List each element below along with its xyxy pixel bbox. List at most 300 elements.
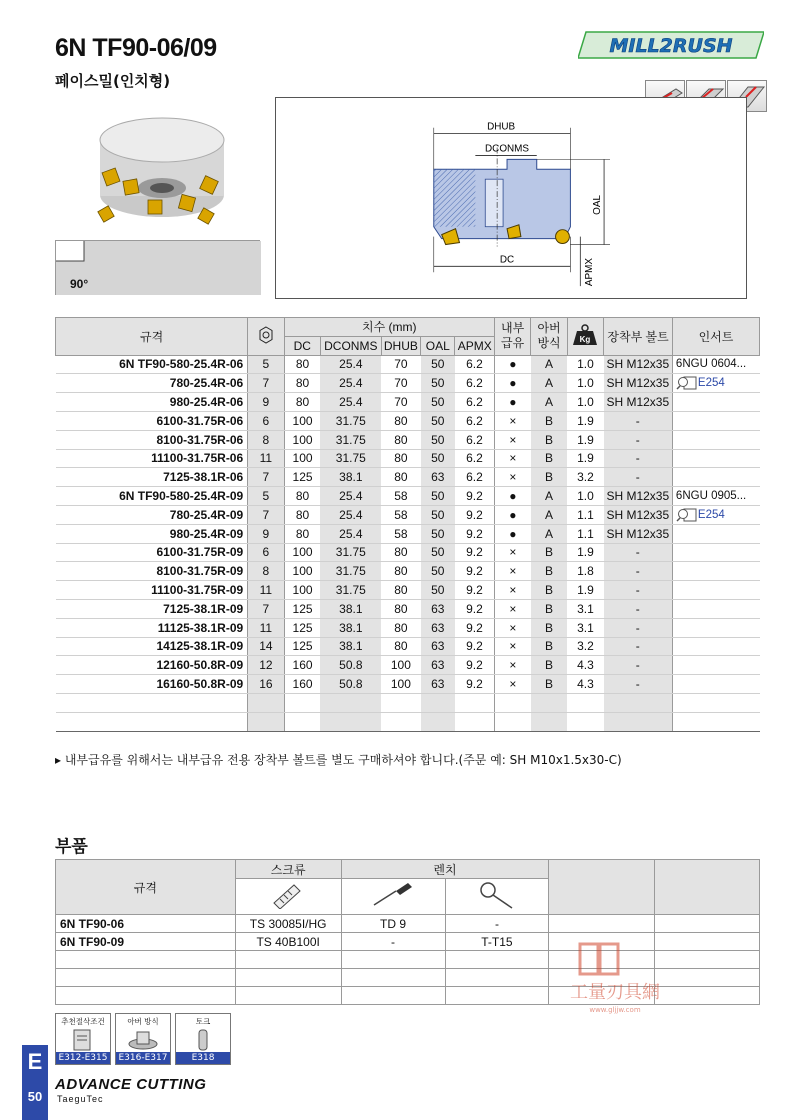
table-row — [56, 374, 760, 393]
designation-code: 12160-50.8R-09 — [156, 658, 244, 673]
spec-table-body — [56, 355, 760, 731]
apmx-cell: 6.2 — [455, 430, 494, 449]
designation-cell — [56, 430, 248, 449]
designation-cell — [56, 468, 248, 487]
insert-cell: 6NGU 0604... — [672, 355, 759, 374]
col-dc: DC — [284, 336, 320, 355]
footer-subbrand: TaeguTec — [57, 1094, 104, 1104]
z-cell: 5 — [248, 487, 284, 506]
designation-cell — [56, 505, 248, 524]
designation-code: 11100-31.75R-06 — [151, 451, 244, 466]
designation-code: 980-25.4R-06 — [169, 395, 244, 410]
insert-reference-icon — [676, 508, 698, 522]
dconms-cell: 25.4 — [320, 487, 381, 506]
designation-cell — [56, 562, 248, 581]
col-insert: 인서트 — [672, 318, 759, 356]
kg-cell: 1.9 — [567, 411, 603, 430]
cool-cell: × — [494, 430, 530, 449]
insert-cell — [672, 430, 759, 449]
oal-cell: 63 — [421, 656, 455, 675]
arbor-cell: B — [531, 581, 567, 600]
insert-reference-link[interactable]: E254 — [697, 377, 725, 390]
designation-code: 11100-31.75R-09 — [151, 583, 244, 598]
svg-text:Kg: Kg — [580, 334, 591, 344]
kg-cell: 1.0 — [567, 393, 603, 412]
table-row — [56, 637, 760, 656]
dc-cell: 160 — [284, 656, 320, 675]
arbor-cell: B — [531, 618, 567, 637]
kg-cell: 1.1 — [567, 524, 603, 543]
svg-text:MILL2RUSH: MILL2RUSH — [609, 35, 733, 57]
insert-cell — [672, 411, 759, 430]
table-row — [56, 487, 760, 506]
empty-cell — [56, 969, 236, 987]
oal-cell: 50 — [421, 374, 455, 393]
table-row — [56, 581, 760, 600]
empty-cell — [655, 915, 760, 933]
dc-cell: 80 — [284, 374, 320, 393]
kg-cell: 1.0 — [567, 487, 603, 506]
cool-cell: × — [494, 411, 530, 430]
dc-cell: 100 — [284, 581, 320, 600]
designation-code: 8100-31.75R-06 — [156, 432, 244, 447]
dconms-cell: 38.1 — [320, 637, 381, 656]
dconms-cell: 25.4 — [320, 505, 381, 524]
designation-prefix: 6N TF90- — [119, 489, 170, 504]
oal-cell: 50 — [421, 487, 455, 506]
designation-code: 6100-31.75R-06 — [156, 413, 244, 428]
product-photo — [80, 100, 240, 235]
t-wrench-illustration — [445, 879, 549, 915]
table-row — [56, 355, 760, 374]
empty-cell — [604, 712, 673, 731]
cool-cell: ● — [494, 374, 530, 393]
kg-cell: 4.3 — [567, 656, 603, 675]
section-letter: E — [27, 1049, 43, 1074]
apmx-cell: 9.2 — [455, 524, 494, 543]
cool-cell: × — [494, 581, 530, 600]
dhub-cell: 70 — [381, 355, 420, 374]
insert-cell — [672, 599, 759, 618]
apmx-cell: 6.2 — [455, 355, 494, 374]
dimension-diagram — [275, 97, 747, 299]
empty-cell — [455, 693, 494, 712]
arbor-cell: A — [531, 524, 567, 543]
arbor-cell: A — [531, 487, 567, 506]
empty-cell — [494, 693, 530, 712]
table-row — [56, 618, 760, 637]
col-apmx: APMX — [455, 336, 494, 355]
cool-cell: ● — [494, 393, 530, 412]
designation-code: 780-25.4R-06 — [169, 376, 244, 391]
arbor-cell: B — [531, 543, 567, 562]
kg-cell: 1.8 — [567, 562, 603, 581]
kg-cell: 1.0 — [567, 374, 603, 393]
designation-cell — [56, 374, 248, 393]
table-row — [56, 543, 760, 562]
reference-boxes — [55, 1013, 231, 1065]
table-row — [56, 449, 760, 468]
insert-cell — [672, 618, 759, 637]
z-cell: 14 — [248, 637, 284, 656]
svg-text:OAL: OAL — [592, 195, 604, 215]
oal-cell: 50 — [421, 524, 455, 543]
kg-cell: 1.9 — [567, 581, 603, 600]
insert-reference-link[interactable]: E254 — [697, 508, 725, 521]
col-teeth — [248, 318, 284, 356]
dhub-cell: 80 — [381, 468, 420, 487]
kg-cell: 3.1 — [567, 618, 603, 637]
arbor-cell: A — [531, 505, 567, 524]
dc-cell: 80 — [284, 355, 320, 374]
arbor-cell: B — [531, 637, 567, 656]
z-cell: 8 — [248, 430, 284, 449]
mill2rush-logo — [578, 30, 764, 60]
z-cell: 9 — [248, 524, 284, 543]
dc-cell: 80 — [284, 505, 320, 524]
designation-cell — [56, 637, 248, 656]
dc-cell: 100 — [284, 430, 320, 449]
col-arbor: 아버 방식 — [531, 318, 567, 356]
teeth-count-icon — [257, 326, 275, 344]
arbor-cell: A — [531, 374, 567, 393]
empty-cell — [341, 987, 445, 1005]
designation-code: 14125-38.1R-09 — [156, 639, 244, 654]
kg-cell: 1.9 — [567, 449, 603, 468]
empty-cell — [672, 693, 759, 712]
ref-box-arbor[interactable]: 아버 방식 E316-E317 — [115, 1013, 171, 1065]
z-cell: 11 — [248, 618, 284, 637]
designation-cell — [56, 355, 248, 374]
empty-cell — [56, 693, 248, 712]
designation-code: 780-25.4R-09 — [169, 507, 244, 522]
bolt-cell: - — [604, 675, 673, 694]
empty-cell — [320, 693, 381, 712]
arbor-cell: B — [531, 599, 567, 618]
arbor-cell: B — [531, 411, 567, 430]
cool-cell: ● — [494, 505, 530, 524]
empty-cell — [320, 712, 381, 731]
dconms-cell: 31.75 — [320, 411, 381, 430]
designation-cell — [56, 543, 248, 562]
oal-cell: 50 — [421, 430, 455, 449]
weight-icon — [572, 324, 598, 346]
cool-cell: × — [494, 618, 530, 637]
screwdriver-icon — [368, 881, 418, 909]
insert-cell — [672, 637, 759, 656]
cool-cell: × — [494, 675, 530, 694]
designation-code: 11125-38.1R-09 — [157, 620, 244, 635]
apmx-cell: 9.2 — [455, 562, 494, 581]
empty-cell — [445, 951, 549, 969]
spec-table — [55, 317, 760, 732]
designation-code: 580-25.4R-09 — [169, 489, 244, 504]
empty-cell — [284, 712, 320, 731]
designation-code: 16160-50.8R-09 — [156, 677, 244, 692]
designation-code: 6100-31.75R-09 — [156, 545, 244, 560]
dhub-cell: 80 — [381, 599, 420, 618]
dconms-cell: 38.1 — [320, 468, 381, 487]
dhub-cell: 100 — [381, 656, 420, 675]
cool-cell: × — [494, 449, 530, 468]
dconms-cell: 31.75 — [320, 581, 381, 600]
col-coolant: 내부 급유 — [494, 318, 530, 356]
apmx-cell: 9.2 — [455, 487, 494, 506]
bolt-cell: SH M12x35 — [604, 374, 673, 393]
dc-cell: 100 — [284, 543, 320, 562]
insert-cell: 6NGU 0905... — [672, 487, 759, 506]
empty-cell — [549, 915, 655, 933]
document-icon — [68, 1028, 98, 1052]
kg-cell: 3.1 — [567, 599, 603, 618]
apmx-cell: 9.2 — [455, 543, 494, 562]
dc-cell: 80 — [284, 487, 320, 506]
table-row — [56, 393, 760, 412]
designation-cell — [56, 599, 248, 618]
bolt-cell: SH M12x35 — [604, 524, 673, 543]
svg-text:DHUB: DHUB — [487, 121, 516, 133]
dhub-cell: 80 — [381, 449, 420, 468]
empty-row — [56, 693, 760, 712]
apmx-cell: 6.2 — [455, 411, 494, 430]
arbor-cell: A — [531, 393, 567, 412]
kg-cell: 1.9 — [567, 543, 603, 562]
kg-cell: 3.2 — [567, 637, 603, 656]
dhub-cell: 58 — [381, 487, 420, 506]
bolt-cell: - — [604, 637, 673, 656]
empty-cell — [381, 693, 420, 712]
cool-cell: ● — [494, 355, 530, 374]
insert-cell — [672, 374, 759, 393]
bolt-cell: - — [604, 618, 673, 637]
col-dhub: DHUB — [381, 336, 420, 355]
arbor-cell: B — [531, 430, 567, 449]
dconms-cell: 25.4 — [320, 393, 381, 412]
arbor-cell: B — [531, 468, 567, 487]
designation-cell — [56, 675, 248, 694]
designation-code: 7125-38.1R-06 — [163, 470, 244, 485]
arbor-cell: B — [531, 656, 567, 675]
apmx-cell: 9.2 — [455, 656, 494, 675]
designation-cell — [56, 411, 248, 430]
screw-illustration — [235, 879, 341, 915]
kg-cell: 3.2 — [567, 468, 603, 487]
col-designation: 규격 — [56, 318, 248, 356]
dconms-cell: 25.4 — [320, 524, 381, 543]
table-row — [56, 599, 760, 618]
torque-icon — [191, 1028, 215, 1052]
table-row — [56, 915, 760, 933]
z-cell: 11 — [248, 449, 284, 468]
dhub-cell: 80 — [381, 618, 420, 637]
empty-cell — [56, 712, 248, 731]
empty-cell — [235, 987, 341, 1005]
wrench1-cell: TD 9 — [341, 915, 445, 933]
ref-box-cutting-conditions[interactable]: 추천절삭조건 E312-E315 — [55, 1013, 111, 1065]
apmx-cell: 9.2 — [455, 599, 494, 618]
page-subtitle: 페이스밀(인치형) — [55, 72, 171, 90]
oal-cell: 50 — [421, 505, 455, 524]
empty-cell — [248, 693, 284, 712]
oal-cell: 50 — [421, 393, 455, 412]
designation-code: 980-25.4R-09 — [169, 526, 244, 541]
empty-cell — [494, 712, 530, 731]
oal-cell: 63 — [421, 637, 455, 656]
z-cell: 5 — [248, 355, 284, 374]
svg-text:工量刃具網: 工量刃具網 — [570, 982, 660, 1003]
empty-cell — [56, 987, 236, 1005]
bolt-cell: - — [604, 581, 673, 600]
oal-cell: 50 — [421, 355, 455, 374]
section-tab — [22, 1045, 48, 1120]
bolt-cell: - — [604, 562, 673, 581]
dconms-cell: 31.75 — [320, 430, 381, 449]
z-cell: 11 — [248, 581, 284, 600]
dhub-cell: 80 — [381, 411, 420, 430]
bolt-cell: - — [604, 543, 673, 562]
dconms-cell: 31.75 — [320, 562, 381, 581]
bolt-cell: SH M12x35 — [604, 355, 673, 374]
designation-cell — [56, 393, 248, 412]
empty-cell — [531, 712, 567, 731]
oal-cell: 63 — [421, 675, 455, 694]
dhub-cell: 80 — [381, 562, 420, 581]
insert-cell — [672, 562, 759, 581]
empty-cell — [531, 693, 567, 712]
dconms-cell: 31.75 — [320, 543, 381, 562]
wrench2-cell: - — [445, 915, 549, 933]
dconms-cell: 38.1 — [320, 618, 381, 637]
empty-cell — [235, 951, 341, 969]
bolt-cell: - — [604, 430, 673, 449]
cool-cell: × — [494, 468, 530, 487]
cool-cell: ● — [494, 487, 530, 506]
empty-cell — [672, 712, 759, 731]
bolt-cell: - — [604, 656, 673, 675]
dhub-cell: 70 — [381, 374, 420, 393]
parts-col-screw: 스크류 — [235, 860, 341, 879]
empty-cell — [445, 987, 549, 1005]
empty-cell — [235, 969, 341, 987]
kg-cell: 4.3 — [567, 675, 603, 694]
cool-cell: × — [494, 562, 530, 581]
wrench1-cell: - — [341, 933, 445, 951]
bolt-cell: - — [604, 449, 673, 468]
dconms-cell: 31.75 — [320, 449, 381, 468]
torx-driver-illustration — [341, 879, 445, 915]
designation-code: 8100-31.75R-09 — [156, 564, 244, 579]
bolt-cell: SH M12x35 — [604, 487, 673, 506]
oal-cell: 50 — [421, 581, 455, 600]
apmx-cell: 9.2 — [455, 618, 494, 637]
coolant-note: ▸ 내부급유를 위해서는 내부급유 전용 장착부 볼트를 별도 구매하셔야 합니다.(주문 예: SH M10x1.5x30-C) — [55, 753, 622, 767]
arbor-cell: B — [531, 675, 567, 694]
table-row — [56, 675, 760, 694]
dc-cell: 125 — [284, 618, 320, 637]
dhub-cell: 80 — [381, 430, 420, 449]
dhub-cell: 70 — [381, 393, 420, 412]
col-dimensions: 치수 (mm) — [284, 318, 494, 337]
apmx-cell: 9.2 — [455, 505, 494, 524]
empty-cell — [421, 693, 455, 712]
insert-cell — [672, 505, 759, 524]
ref-box-torque[interactable]: 토크 E318 — [175, 1013, 231, 1065]
oal-cell: 50 — [421, 543, 455, 562]
watermark-logo — [540, 940, 690, 1018]
empty-cell — [341, 951, 445, 969]
designation-cell — [56, 487, 248, 506]
parts-title: 부품 — [55, 837, 88, 857]
code-cell: 6N TF90-09 — [56, 933, 236, 951]
col-oal: OAL — [421, 336, 455, 355]
bolt-cell: SH M12x35 — [604, 393, 673, 412]
parts-col-empty-1 — [549, 860, 655, 915]
empty-cell — [445, 969, 549, 987]
empty-cell — [248, 712, 284, 731]
insert-cell — [672, 543, 759, 562]
screw-cell: TS 40B100I — [235, 933, 341, 951]
empty-cell — [455, 712, 494, 731]
table-row — [56, 430, 760, 449]
dconms-cell: 50.8 — [320, 675, 381, 694]
table-row — [56, 524, 760, 543]
table-row — [56, 468, 760, 487]
dhub-cell: 58 — [381, 524, 420, 543]
z-cell: 6 — [248, 543, 284, 562]
apmx-cell: 6.2 — [455, 374, 494, 393]
bolt-cell: - — [604, 468, 673, 487]
col-bolt: 장착부 볼트 — [604, 318, 673, 356]
cool-cell: × — [494, 656, 530, 675]
dc-cell: 125 — [284, 599, 320, 618]
parts-col-wrench: 렌치 — [341, 860, 549, 879]
bolt-cell: - — [604, 411, 673, 430]
z-cell: 8 — [248, 562, 284, 581]
kg-cell: 1.9 — [567, 430, 603, 449]
z-cell: 6 — [248, 411, 284, 430]
arbor-icon — [125, 1028, 161, 1052]
designation-cell — [56, 618, 248, 637]
screw-cell: TS 30085I/HG — [235, 915, 341, 933]
svg-text:DC: DC — [499, 254, 515, 266]
dc-cell: 125 — [284, 637, 320, 656]
apmx-cell: 9.2 — [455, 637, 494, 656]
empty-cell — [341, 969, 445, 987]
table-row — [56, 562, 760, 581]
oal-cell: 50 — [421, 449, 455, 468]
cool-cell: × — [494, 637, 530, 656]
page-number: 50 — [27, 1089, 43, 1104]
designation-code: 7125-38.1R-09 — [163, 601, 244, 616]
z-cell: 16 — [248, 675, 284, 694]
empty-cell — [604, 693, 673, 712]
svg-text:APMX: APMX — [584, 258, 596, 287]
dc-cell: 80 — [284, 393, 320, 412]
t-wrench-icon — [472, 880, 522, 910]
insert-cell — [672, 468, 759, 487]
dhub-cell: 58 — [381, 505, 420, 524]
insert-reference-icon — [676, 376, 698, 390]
table-row — [56, 411, 760, 430]
empty-row — [56, 712, 760, 731]
apmx-cell: 6.2 — [455, 468, 494, 487]
apmx-cell: 6.2 — [455, 393, 494, 412]
z-cell: 7 — [248, 468, 284, 487]
dc-cell: 100 — [284, 562, 320, 581]
wrench2-cell: T-T15 — [445, 933, 549, 951]
oal-cell: 63 — [421, 618, 455, 637]
apmx-cell: 9.2 — [455, 581, 494, 600]
